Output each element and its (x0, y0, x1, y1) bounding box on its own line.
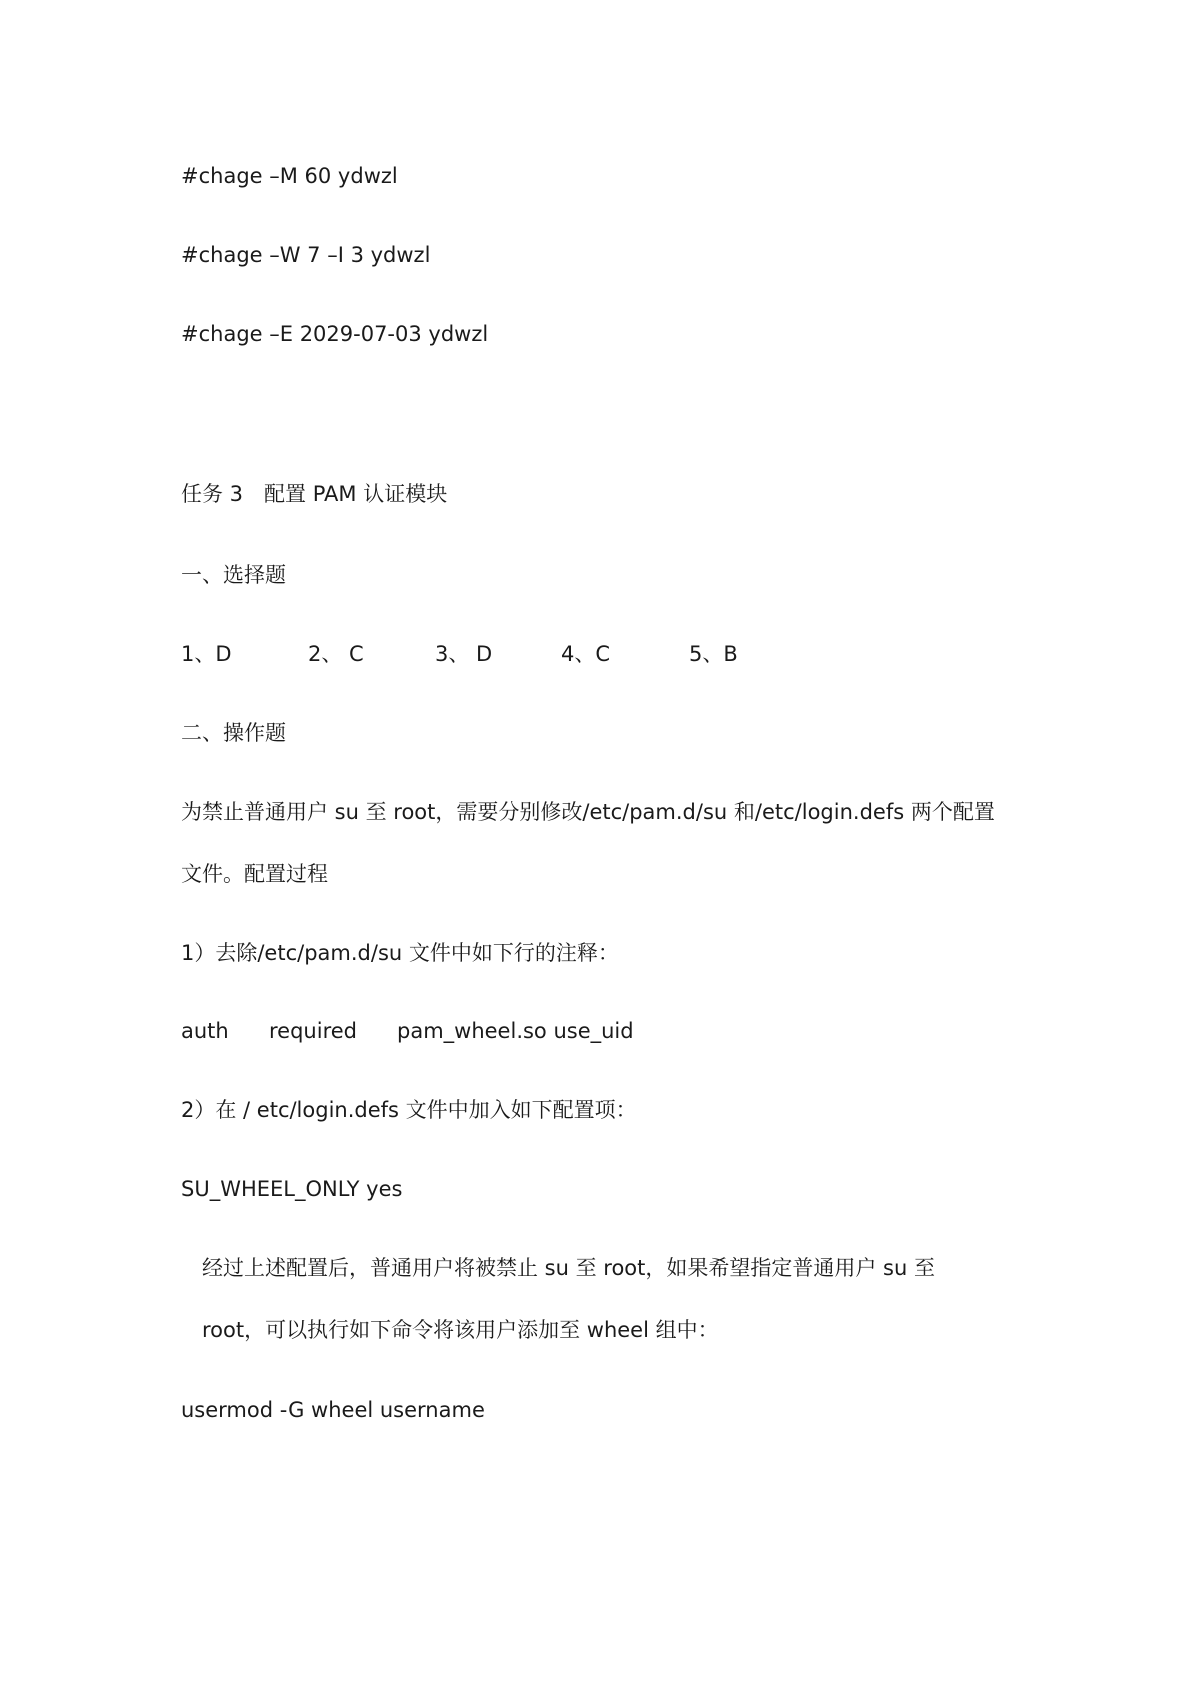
step-2-text: 2）在 / etc/login.defs 文件中加入如下配置项： (181, 1098, 637, 1122)
command-line-1: #chage –M 60 ydwzl (181, 164, 398, 188)
command-line-3: #chage –E 2029-07-03 ydwzl (181, 322, 489, 346)
intro-paragraph-line-1: 为禁止普通用户 su 至 root，需要分别修改/etc/pam.d/su 和/etc/login.defs 两个配置 (181, 800, 995, 824)
command-line-2: #chage –W 7 –I 3 ydwzl (181, 243, 431, 267)
final-command: usermod -G wheel username (181, 1398, 485, 1422)
code-token-required: required (269, 1019, 357, 1043)
answer-2: 2、 C (308, 642, 364, 666)
answer-1: 1、D (181, 642, 232, 666)
answer-row (181, 640, 781, 668)
step-1-code (181, 1017, 881, 1045)
note-paragraph-line-2: root，可以执行如下命令将该用户添加至 wheel 组中： (202, 1318, 719, 1342)
task-title: 任务 3 配置 PAM 认证模块 (181, 482, 448, 506)
step-1-text: 1）去除/etc/pam.d/su 文件中如下行的注释： (181, 941, 619, 965)
answer-5: 5、B (689, 642, 738, 666)
answer-4: 4、C (561, 642, 611, 666)
code-token-auth: auth (181, 1019, 229, 1043)
answer-3: 3、 D (435, 642, 493, 666)
section-title-operation: 二、操作题 (181, 721, 286, 745)
note-paragraph-line-1: 经过上述配置后，普通用户将被禁止 su 至 root，如果希望指定普通用户 su 至 (202, 1256, 935, 1280)
step-2-code: SU_WHEEL_ONLY yes (181, 1177, 403, 1201)
code-token-module: pam_wheel.so use_uid (397, 1019, 634, 1043)
intro-paragraph-line-2: 文件。配置过程 (181, 862, 328, 886)
section-title-choice: 一、选择题 (181, 563, 286, 587)
